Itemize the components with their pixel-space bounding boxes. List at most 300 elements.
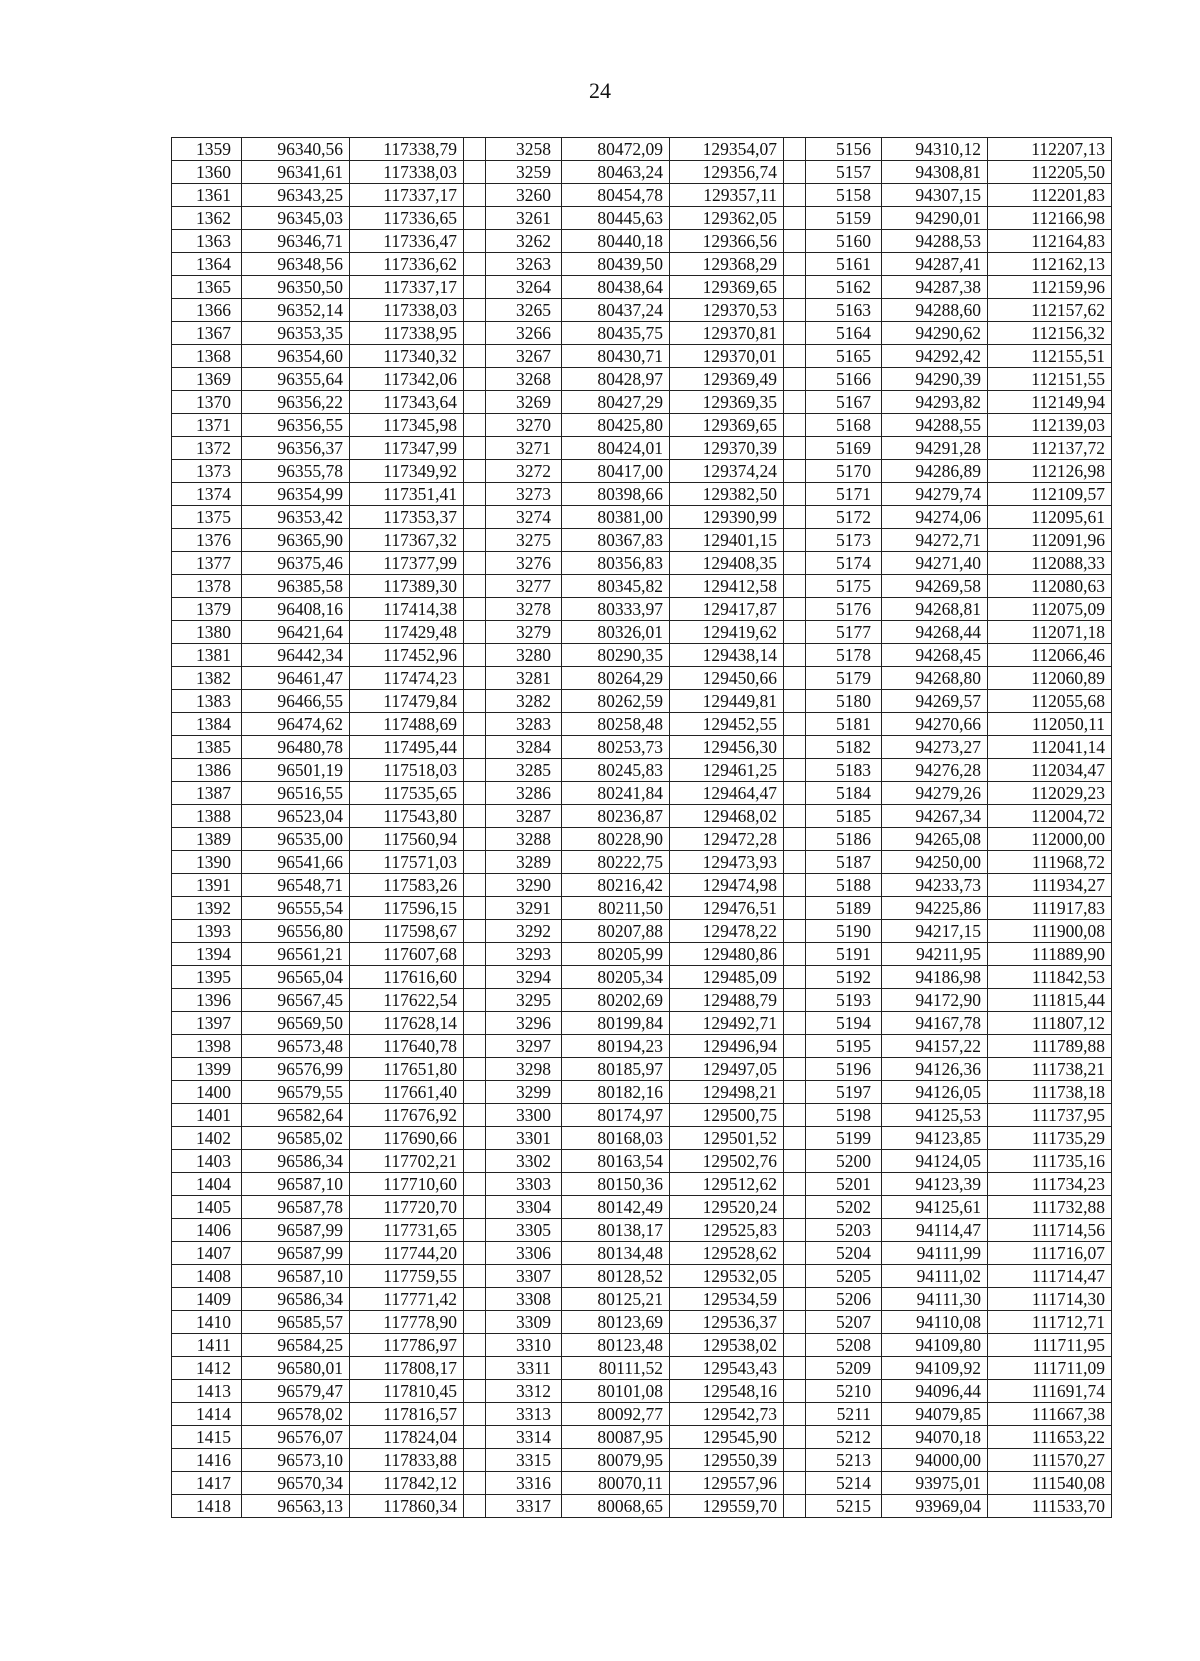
point-number-1-cell: 1379	[172, 598, 242, 621]
point-number-2-cell: 3259	[486, 161, 562, 184]
point-number-3-cell: 5170	[806, 460, 882, 483]
point-number-1-cell: 1394	[172, 943, 242, 966]
y-coord-1-cell: 117640,78	[350, 1035, 464, 1058]
spacer-cell	[464, 1357, 486, 1380]
x-coord-1-cell: 96555,54	[242, 897, 350, 920]
table-row	[172, 322, 1112, 345]
y-coord-2-cell: 129525,83	[670, 1219, 784, 1242]
y-coord-2-cell: 129500,75	[670, 1104, 784, 1127]
spacer-cell	[464, 920, 486, 943]
table-row	[172, 1495, 1112, 1518]
x-coord-1-cell: 96587,99	[242, 1219, 350, 1242]
point-number-2-cell: 3302	[486, 1150, 562, 1173]
point-number-2-cell: 3281	[486, 667, 562, 690]
point-number-2-cell: 3296	[486, 1012, 562, 1035]
point-number-1-cell: 1385	[172, 736, 242, 759]
x-coord-1-cell: 96548,71	[242, 874, 350, 897]
point-number-3-cell: 5208	[806, 1334, 882, 1357]
point-number-1-cell: 1362	[172, 207, 242, 230]
y-coord-3-cell: 111737,95	[988, 1104, 1112, 1127]
spacer-cell	[784, 299, 806, 322]
y-coord-3-cell: 111714,47	[988, 1265, 1112, 1288]
spacer-cell	[464, 483, 486, 506]
table-row	[172, 299, 1112, 322]
point-number-2-cell: 3276	[486, 552, 562, 575]
point-number-1-cell: 1415	[172, 1426, 242, 1449]
y-coord-3-cell: 112000,00	[988, 828, 1112, 851]
y-coord-3-cell: 111917,83	[988, 897, 1112, 920]
spacer-cell	[464, 1058, 486, 1081]
point-number-1-cell: 1395	[172, 966, 242, 989]
x-coord-1-cell: 96501,19	[242, 759, 350, 782]
x-coord-2-cell: 80182,16	[562, 1081, 670, 1104]
x-coord-3-cell: 94233,73	[882, 874, 988, 897]
y-coord-2-cell: 129545,90	[670, 1426, 784, 1449]
point-number-1-cell: 1377	[172, 552, 242, 575]
x-coord-2-cell: 80427,29	[562, 391, 670, 414]
x-coord-3-cell: 94172,90	[882, 989, 988, 1012]
spacer-cell	[464, 1219, 486, 1242]
table-row	[172, 805, 1112, 828]
table-row	[172, 414, 1112, 437]
spacer-cell	[464, 230, 486, 253]
table-row	[172, 920, 1112, 943]
table-row	[172, 391, 1112, 414]
x-coord-2-cell: 80245,83	[562, 759, 670, 782]
y-coord-3-cell: 112156,32	[988, 322, 1112, 345]
table-row	[172, 1380, 1112, 1403]
point-number-2-cell: 3311	[486, 1357, 562, 1380]
point-number-2-cell: 3297	[486, 1035, 562, 1058]
y-coord-2-cell: 129543,43	[670, 1357, 784, 1380]
point-number-2-cell: 3299	[486, 1081, 562, 1104]
y-coord-2-cell: 129480,86	[670, 943, 784, 966]
x-coord-1-cell: 96587,10	[242, 1173, 350, 1196]
y-coord-1-cell: 117518,03	[350, 759, 464, 782]
spacer-cell	[464, 368, 486, 391]
x-coord-2-cell: 80290,35	[562, 644, 670, 667]
x-coord-1-cell: 96567,45	[242, 989, 350, 1012]
spacer-cell	[464, 161, 486, 184]
spacer-cell	[784, 920, 806, 943]
point-number-3-cell: 5207	[806, 1311, 882, 1334]
y-coord-1-cell: 117778,90	[350, 1311, 464, 1334]
table-row	[172, 759, 1112, 782]
spacer-cell	[784, 1127, 806, 1150]
point-number-3-cell: 5178	[806, 644, 882, 667]
spacer-cell	[464, 1196, 486, 1219]
table-row	[172, 552, 1112, 575]
point-number-3-cell: 5194	[806, 1012, 882, 1035]
y-coord-1-cell: 117345,98	[350, 414, 464, 437]
x-coord-2-cell: 80435,75	[562, 322, 670, 345]
y-coord-2-cell: 129401,15	[670, 529, 784, 552]
x-coord-1-cell: 96355,64	[242, 368, 350, 391]
point-number-2-cell: 3317	[486, 1495, 562, 1518]
y-coord-1-cell: 117351,41	[350, 483, 464, 506]
point-number-3-cell: 5171	[806, 483, 882, 506]
y-coord-1-cell: 117816,57	[350, 1403, 464, 1426]
point-number-1-cell: 1372	[172, 437, 242, 460]
y-coord-2-cell: 129485,09	[670, 966, 784, 989]
point-number-3-cell: 5174	[806, 552, 882, 575]
x-coord-2-cell: 80070,11	[562, 1472, 670, 1495]
y-coord-3-cell: 112041,14	[988, 736, 1112, 759]
spacer-cell	[464, 391, 486, 414]
spacer-cell	[784, 1058, 806, 1081]
x-coord-2-cell: 80430,71	[562, 345, 670, 368]
point-number-3-cell: 5200	[806, 1150, 882, 1173]
point-number-1-cell: 1371	[172, 414, 242, 437]
point-number-1-cell: 1360	[172, 161, 242, 184]
table-row	[172, 644, 1112, 667]
y-coord-2-cell: 129476,51	[670, 897, 784, 920]
x-coord-2-cell: 80417,00	[562, 460, 670, 483]
x-coord-1-cell: 96348,56	[242, 253, 350, 276]
x-coord-3-cell: 94292,42	[882, 345, 988, 368]
x-coord-2-cell: 80138,17	[562, 1219, 670, 1242]
x-coord-2-cell: 80262,59	[562, 690, 670, 713]
x-coord-1-cell: 96474,62	[242, 713, 350, 736]
y-coord-2-cell: 129461,25	[670, 759, 784, 782]
x-coord-1-cell: 96442,34	[242, 644, 350, 667]
y-coord-1-cell: 117389,30	[350, 575, 464, 598]
point-number-3-cell: 5156	[806, 138, 882, 161]
point-number-1-cell: 1400	[172, 1081, 242, 1104]
x-coord-2-cell: 80264,29	[562, 667, 670, 690]
x-coord-1-cell: 96356,22	[242, 391, 350, 414]
y-coord-2-cell: 129370,81	[670, 322, 784, 345]
x-coord-1-cell: 96340,56	[242, 138, 350, 161]
table-row	[172, 782, 1112, 805]
spacer-cell	[784, 1173, 806, 1196]
point-number-2-cell: 3294	[486, 966, 562, 989]
x-coord-3-cell: 94270,66	[882, 713, 988, 736]
x-coord-1-cell: 96523,04	[242, 805, 350, 828]
point-number-2-cell: 3264	[486, 276, 562, 299]
point-number-1-cell: 1374	[172, 483, 242, 506]
y-coord-1-cell: 117651,80	[350, 1058, 464, 1081]
y-coord-3-cell: 112162,13	[988, 253, 1112, 276]
spacer-cell	[464, 345, 486, 368]
point-number-1-cell: 1378	[172, 575, 242, 598]
x-coord-2-cell: 80253,73	[562, 736, 670, 759]
spacer-cell	[784, 1012, 806, 1035]
point-number-1-cell: 1399	[172, 1058, 242, 1081]
y-coord-1-cell: 117786,97	[350, 1334, 464, 1357]
x-coord-2-cell: 80258,48	[562, 713, 670, 736]
x-coord-3-cell: 94186,98	[882, 966, 988, 989]
y-coord-3-cell: 111842,53	[988, 966, 1112, 989]
y-coord-3-cell: 112071,18	[988, 621, 1112, 644]
point-number-2-cell: 3271	[486, 437, 562, 460]
y-coord-2-cell: 129534,59	[670, 1288, 784, 1311]
x-coord-1-cell: 96354,60	[242, 345, 350, 368]
table-row	[172, 575, 1112, 598]
spacer-cell	[464, 1472, 486, 1495]
spacer-cell	[464, 736, 486, 759]
x-coord-1-cell: 96578,02	[242, 1403, 350, 1426]
spacer-cell	[784, 161, 806, 184]
table-row	[172, 460, 1112, 483]
table-row	[172, 1012, 1112, 1035]
spacer-cell	[464, 644, 486, 667]
y-coord-3-cell: 112159,96	[988, 276, 1112, 299]
y-coord-1-cell: 117347,99	[350, 437, 464, 460]
spacer-cell	[464, 1242, 486, 1265]
x-coord-3-cell: 94109,80	[882, 1334, 988, 1357]
x-coord-3-cell: 94287,38	[882, 276, 988, 299]
point-number-1-cell: 1398	[172, 1035, 242, 1058]
y-coord-3-cell: 112109,57	[988, 483, 1112, 506]
y-coord-2-cell: 129357,11	[670, 184, 784, 207]
y-coord-1-cell: 117338,03	[350, 161, 464, 184]
table-row	[172, 529, 1112, 552]
y-coord-3-cell: 112157,62	[988, 299, 1112, 322]
point-number-3-cell: 5213	[806, 1449, 882, 1472]
point-number-1-cell: 1363	[172, 230, 242, 253]
x-coord-2-cell: 80163,54	[562, 1150, 670, 1173]
point-number-3-cell: 5205	[806, 1265, 882, 1288]
x-coord-2-cell: 80123,69	[562, 1311, 670, 1334]
y-coord-2-cell: 129369,65	[670, 414, 784, 437]
spacer-cell	[464, 1104, 486, 1127]
y-coord-1-cell: 117495,44	[350, 736, 464, 759]
x-coord-3-cell: 94123,39	[882, 1173, 988, 1196]
table-row	[172, 1449, 1112, 1472]
y-coord-1-cell: 117607,68	[350, 943, 464, 966]
x-coord-2-cell: 80205,34	[562, 966, 670, 989]
spacer-cell	[784, 1495, 806, 1518]
y-coord-1-cell: 117622,54	[350, 989, 464, 1012]
spacer-cell	[784, 1426, 806, 1449]
y-coord-2-cell: 129557,96	[670, 1472, 784, 1495]
y-coord-3-cell: 111540,08	[988, 1472, 1112, 1495]
x-coord-3-cell: 94274,06	[882, 506, 988, 529]
x-coord-3-cell: 94268,44	[882, 621, 988, 644]
x-coord-1-cell: 96563,13	[242, 1495, 350, 1518]
point-number-2-cell: 3274	[486, 506, 562, 529]
x-coord-1-cell: 96561,21	[242, 943, 350, 966]
y-coord-2-cell: 129532,05	[670, 1265, 784, 1288]
point-number-1-cell: 1409	[172, 1288, 242, 1311]
point-number-2-cell: 3295	[486, 989, 562, 1012]
y-coord-1-cell: 117571,03	[350, 851, 464, 874]
x-coord-1-cell: 96343,25	[242, 184, 350, 207]
point-number-1-cell: 1365	[172, 276, 242, 299]
x-coord-3-cell: 94273,27	[882, 736, 988, 759]
x-coord-2-cell: 80174,97	[562, 1104, 670, 1127]
y-coord-3-cell: 111691,74	[988, 1380, 1112, 1403]
point-number-2-cell: 3266	[486, 322, 562, 345]
point-number-2-cell: 3310	[486, 1334, 562, 1357]
x-coord-2-cell: 80345,82	[562, 575, 670, 598]
point-number-3-cell: 5201	[806, 1173, 882, 1196]
spacer-cell	[784, 1311, 806, 1334]
spacer-cell	[784, 276, 806, 299]
point-number-1-cell: 1386	[172, 759, 242, 782]
point-number-3-cell: 5185	[806, 805, 882, 828]
y-coord-3-cell: 111968,72	[988, 851, 1112, 874]
table-row	[172, 1472, 1112, 1495]
spacer-cell	[784, 322, 806, 345]
point-number-3-cell: 5190	[806, 920, 882, 943]
x-coord-2-cell: 80472,09	[562, 138, 670, 161]
point-number-1-cell: 1407	[172, 1242, 242, 1265]
x-coord-3-cell: 94268,81	[882, 598, 988, 621]
y-coord-1-cell: 117353,37	[350, 506, 464, 529]
point-number-3-cell: 5195	[806, 1035, 882, 1058]
x-coord-3-cell: 94167,78	[882, 1012, 988, 1035]
x-coord-2-cell: 80111,52	[562, 1357, 670, 1380]
table-row	[172, 1127, 1112, 1150]
x-coord-1-cell: 96352,14	[242, 299, 350, 322]
point-number-1-cell: 1391	[172, 874, 242, 897]
x-coord-2-cell: 80128,52	[562, 1265, 670, 1288]
x-coord-2-cell: 80199,84	[562, 1012, 670, 1035]
point-number-2-cell: 3289	[486, 851, 562, 874]
y-coord-1-cell: 117720,70	[350, 1196, 464, 1219]
x-coord-2-cell: 80068,65	[562, 1495, 670, 1518]
y-coord-1-cell: 117377,99	[350, 552, 464, 575]
point-number-1-cell: 1408	[172, 1265, 242, 1288]
spacer-cell	[784, 1380, 806, 1403]
table-row	[172, 1173, 1112, 1196]
point-number-3-cell: 5158	[806, 184, 882, 207]
x-coord-1-cell: 96579,55	[242, 1081, 350, 1104]
y-coord-2-cell: 129497,05	[670, 1058, 784, 1081]
table-row	[172, 345, 1112, 368]
point-number-3-cell: 5166	[806, 368, 882, 391]
point-number-2-cell: 3305	[486, 1219, 562, 1242]
x-coord-1-cell: 96516,55	[242, 782, 350, 805]
spacer-cell	[784, 805, 806, 828]
x-coord-3-cell: 94291,28	[882, 437, 988, 460]
y-coord-2-cell: 129472,28	[670, 828, 784, 851]
table-row	[172, 506, 1112, 529]
table-body	[172, 138, 1112, 1518]
table-row	[172, 897, 1112, 920]
y-coord-2-cell: 129468,02	[670, 805, 784, 828]
point-number-2-cell: 3262	[486, 230, 562, 253]
x-coord-3-cell: 94279,74	[882, 483, 988, 506]
y-coord-3-cell: 112151,55	[988, 368, 1112, 391]
x-coord-3-cell: 94096,44	[882, 1380, 988, 1403]
table-row	[172, 736, 1112, 759]
x-coord-1-cell: 96354,99	[242, 483, 350, 506]
x-coord-2-cell: 80125,21	[562, 1288, 670, 1311]
x-coord-2-cell: 80207,88	[562, 920, 670, 943]
spacer-cell	[464, 1449, 486, 1472]
x-coord-3-cell: 94109,92	[882, 1357, 988, 1380]
point-number-2-cell: 3301	[486, 1127, 562, 1150]
y-coord-1-cell: 117616,60	[350, 966, 464, 989]
point-number-2-cell: 3306	[486, 1242, 562, 1265]
point-number-2-cell: 3312	[486, 1380, 562, 1403]
point-number-2-cell: 3287	[486, 805, 562, 828]
point-number-2-cell: 3316	[486, 1472, 562, 1495]
point-number-3-cell: 5168	[806, 414, 882, 437]
spacer-cell	[464, 897, 486, 920]
spacer-cell	[784, 644, 806, 667]
x-coord-3-cell: 94293,82	[882, 391, 988, 414]
y-coord-3-cell: 111735,29	[988, 1127, 1112, 1150]
x-coord-2-cell: 80101,08	[562, 1380, 670, 1403]
spacer-cell	[464, 184, 486, 207]
point-number-1-cell: 1418	[172, 1495, 242, 1518]
spacer-cell	[784, 828, 806, 851]
point-number-2-cell: 3300	[486, 1104, 562, 1127]
y-coord-1-cell: 117338,03	[350, 299, 464, 322]
y-coord-3-cell: 112029,23	[988, 782, 1112, 805]
spacer-cell	[464, 805, 486, 828]
table-row	[172, 276, 1112, 299]
spacer-cell	[784, 1357, 806, 1380]
spacer-cell	[784, 483, 806, 506]
x-coord-3-cell: 94267,34	[882, 805, 988, 828]
x-coord-1-cell: 96585,02	[242, 1127, 350, 1150]
y-coord-2-cell: 129498,21	[670, 1081, 784, 1104]
point-number-1-cell: 1405	[172, 1196, 242, 1219]
point-number-2-cell: 3285	[486, 759, 562, 782]
y-coord-3-cell: 112050,11	[988, 713, 1112, 736]
point-number-3-cell: 5181	[806, 713, 882, 736]
spacer-cell	[784, 1288, 806, 1311]
x-coord-2-cell: 80185,97	[562, 1058, 670, 1081]
x-coord-2-cell: 80168,03	[562, 1127, 670, 1150]
y-coord-2-cell: 129390,99	[670, 506, 784, 529]
spacer-cell	[784, 1334, 806, 1357]
y-coord-2-cell: 129356,74	[670, 161, 784, 184]
spacer-cell	[784, 782, 806, 805]
point-number-1-cell: 1367	[172, 322, 242, 345]
y-coord-1-cell: 117596,15	[350, 897, 464, 920]
spacer-cell	[784, 1449, 806, 1472]
y-coord-2-cell: 129550,39	[670, 1449, 784, 1472]
spacer-cell	[464, 1127, 486, 1150]
spacer-cell	[784, 989, 806, 1012]
spacer-cell	[784, 368, 806, 391]
y-coord-2-cell: 129408,35	[670, 552, 784, 575]
point-number-3-cell: 5196	[806, 1058, 882, 1081]
table-row	[172, 1242, 1112, 1265]
spacer-cell	[784, 1242, 806, 1265]
y-coord-3-cell: 112091,96	[988, 529, 1112, 552]
spacer-cell	[464, 138, 486, 161]
y-coord-2-cell: 129412,58	[670, 575, 784, 598]
point-number-1-cell: 1417	[172, 1472, 242, 1495]
spacer-cell	[464, 851, 486, 874]
table-row	[172, 1403, 1112, 1426]
y-coord-3-cell: 112080,63	[988, 575, 1112, 598]
y-coord-3-cell: 112075,09	[988, 598, 1112, 621]
spacer-cell	[464, 207, 486, 230]
y-coord-3-cell: 112137,72	[988, 437, 1112, 460]
point-number-2-cell: 3314	[486, 1426, 562, 1449]
y-coord-1-cell: 117771,42	[350, 1288, 464, 1311]
point-number-1-cell: 1392	[172, 897, 242, 920]
point-number-1-cell: 1383	[172, 690, 242, 713]
point-number-1-cell: 1368	[172, 345, 242, 368]
x-coord-3-cell: 94111,99	[882, 1242, 988, 1265]
x-coord-3-cell: 94268,45	[882, 644, 988, 667]
table-row	[172, 161, 1112, 184]
y-coord-1-cell: 117535,65	[350, 782, 464, 805]
point-number-1-cell: 1375	[172, 506, 242, 529]
x-coord-1-cell: 96582,64	[242, 1104, 350, 1127]
y-coord-3-cell: 112088,33	[988, 552, 1112, 575]
spacer-cell	[784, 552, 806, 575]
